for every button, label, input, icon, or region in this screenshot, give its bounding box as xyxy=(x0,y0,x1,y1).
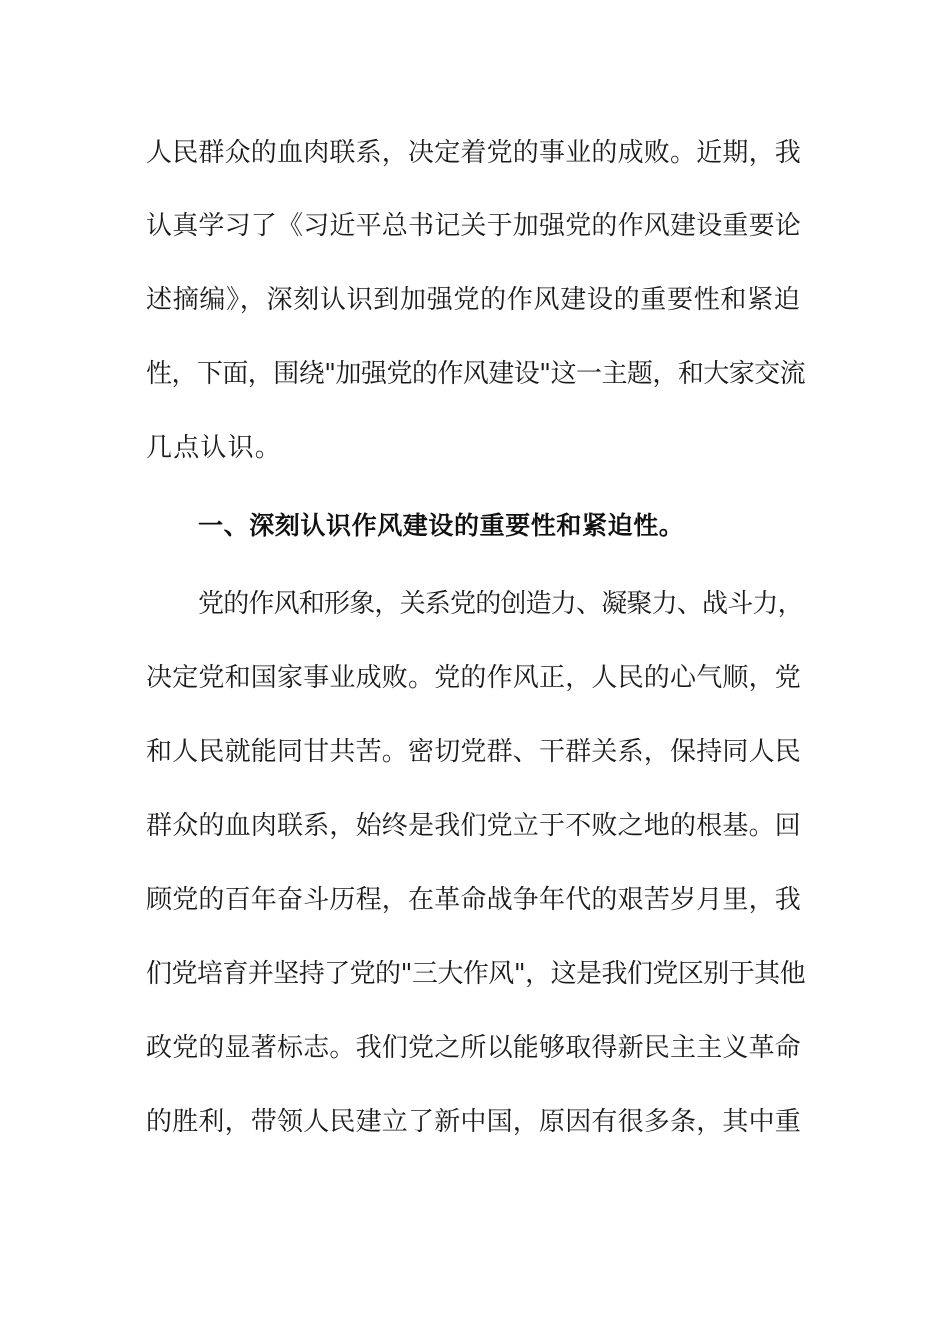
paragraph-1-line-3: 述摘编》，深刻认识到加强党的作风建设的重要性和紧迫 xyxy=(146,285,801,315)
paragraph-1-line-5: 几点认识。 xyxy=(146,433,283,463)
paragraph-2-line-7: 政党的显著标志。我们党之所以能够取得新民主主义革命 xyxy=(146,1033,802,1063)
section-heading-1: 一、深刻认识作风建设的重要性和紧迫性。 xyxy=(198,511,685,540)
paragraph-2-line-8: 的胜利，带领人民建立了新中国，原因有很多条，其中重 xyxy=(146,1107,802,1137)
paragraph-1-line-2: 认真学习了《习近平总书记关于加强党的作风建设重要论 xyxy=(146,211,802,241)
paragraph-2-line-2: 决定党和国家事业成败。党的作风正，人民的心气顺，党 xyxy=(146,663,802,693)
paragraph-2-line-3: 和人民就能同甘共苦。密切党群、干群关系，保持同人民 xyxy=(146,737,802,767)
paragraph-1-line-1: 人民群众的血肉联系，决定着党的事业的成败。近期，我 xyxy=(146,138,802,168)
paragraph-1-line-4: 性，下面，围绕"加强党的作风建设"这一主题，和大家交流 xyxy=(146,359,806,389)
paragraph-2-line-4: 群众的血肉联系，始终是我们党立于不败之地的根基。回 xyxy=(146,811,802,841)
paragraph-2-line-6: 们党培育并坚持了党的"三大作风"，这是我们党区别于其他 xyxy=(146,959,806,989)
paragraph-2-line-5: 顾党的百年奋斗历程，在革命战争年代的艰苦岁月里，我 xyxy=(146,885,802,915)
paragraph-2-line-1: 党的作风和形象，关系党的创造力、凝聚力、战斗力， xyxy=(198,589,803,619)
